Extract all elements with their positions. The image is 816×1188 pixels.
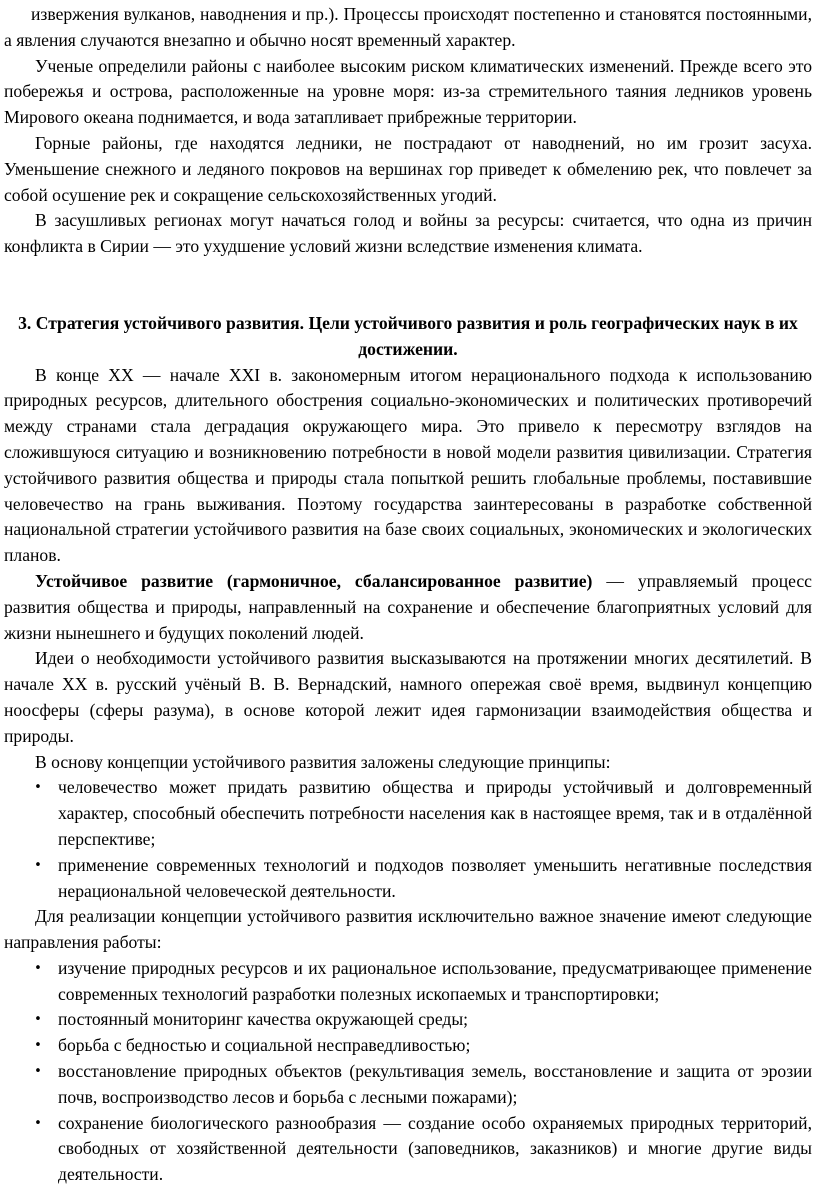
definition-text: — управляемый процесс развития общества и природы, направленный на сохранение и обеспечение благоприятных условий для жизни нынешнего и будущих поколений людей. — [4, 570, 812, 643]
section-heading: 3. Стратегия устойчивого развития. Цели устойчивого развития и роль географических наук в их достижении. — [18, 312, 798, 359]
bullet-icon: • — [34, 1038, 42, 1054]
directions-list — [4, 956, 812, 1188]
list-item — [34, 775, 812, 852]
paragraph-definition — [4, 569, 812, 646]
paragraph-arid-regions: В засушливых регионах могут начаться голод и войны за ресурсы: считается, что одна из причин конфликта в Сирии — это ухудшение условий жизни вследствие изменения климата. — [4, 210, 812, 257]
list-item — [34, 1033, 812, 1059]
paragraph-directions-intro: Для реализации концепции устойчивого развития исключительно важное значение имеют следующие направления работы: — [4, 906, 812, 953]
paragraph-vernadsky: Идеи о необходимости устойчивого развития высказываются на протяжении многих десятилетий. В начале XX в. русский учёный В. В. Вернадский, намного опережая своё время, выдвинул концепцию ноосферы (сферы разума), в основе которой лежит идея гармонизации взаимодействия общества и природы. — [4, 648, 812, 746]
list-item-text: применение современных технологий и подходов позволяет уменьшить негативные последствия нерациональной человеческой деятельности. — [58, 854, 812, 901]
list-item — [34, 1059, 812, 1111]
paragraph-intro: В конце XX — начале XXI в. закономерным итогом нерационального подхода к использованию природных ресурсов, длительного обострения социально-экономических и политических противоречий между странами стала деградация окружающего мира. Это привело к пересмотру взглядов на сложившуюся ситуацию и возникновению потребности в новой модели развития цивилизации. Стратегия устойчивого развития общества и природы стала попыткой решить глобальные проблемы, поставившие человечество на грань выживания. Поэтому государства заинтересованы в разработке собственной национальной стратегии устойчивого развития на базе своих социальных, экономических и экологических планов. — [4, 364, 812, 566]
bullet-icon: • — [34, 857, 42, 873]
list-item-text: борьба с бедностью и социальной несправедливостью; — [58, 1035, 471, 1056]
bullet-icon: • — [34, 1115, 42, 1131]
paragraph-principles-intro: В основу концепции устойчивого развития заложены следующие принципы: — [35, 751, 611, 772]
bullet-icon: • — [34, 960, 42, 976]
principles-list — [4, 775, 812, 904]
bullet-icon: • — [34, 1012, 42, 1028]
list-item-text: постоянный мониторинг качества окружающей среды; — [58, 1009, 469, 1030]
paragraph-risk-regions: Ученые определили районы с наиболее высоким риском климатических изменений. Прежде всего это побережья и острова, расположенные на уровне моря: из-за стремительного таяния ледников уровень Мирового океана поднимается, и вода затапливает прибрежные территории. — [4, 55, 812, 128]
list-item-text: изучение природных ресурсов и их рациональное использование, предусматривающее применение современных технологий разработки полезных ископаемых и транспортировки; — [58, 957, 812, 1004]
paragraph-continued: извержения вулканов, наводнения и пр.). Процессы происходят постепенно и становятся постоянными, а явления случаются внезапно и обычно носят временный характер. — [4, 4, 812, 50]
list-item — [34, 1111, 812, 1188]
document-page — [0, 2, 816, 1188]
definition-term: Устойчивое развитие (гармоничное, сбалансированное развитие) — [35, 570, 593, 591]
bullet-icon: • — [34, 780, 42, 796]
list-item-text: восстановление природных объектов (рекультивация земель, восстановление и защита от эрозии почв, воспроизводство лесов и борьба с лесными пожарами); — [58, 1061, 812, 1107]
bullet-icon: • — [34, 1064, 42, 1080]
list-item — [34, 853, 812, 905]
list-item-text: сохранение биологического разнообразия — создание особо охраняемых природных территорий, свободных от хозяйственной деятельности (заповедников, заказников) и многие другие виды деятельности. — [58, 1112, 812, 1185]
section-spacer — [4, 260, 812, 311]
list-item-text: человечество может придать развитию общества и природы устойчивый и долговременный характер, способный обеспечить потребности населения как в настоящее время, так и в отдалённой перспективе; — [58, 777, 812, 849]
paragraph-mountain-regions: Горные районы, где находятся ледники, не пострадают от наводнений, но им грозит засуха. Уменьшение снежного и ледяного покровов на вершинах гор приведет к обмелению рек, что повлечет за собой осушение рек и сокращение сельскохозяйственных угодий. — [4, 132, 812, 205]
list-item — [34, 1007, 812, 1033]
list-item — [34, 956, 812, 1008]
